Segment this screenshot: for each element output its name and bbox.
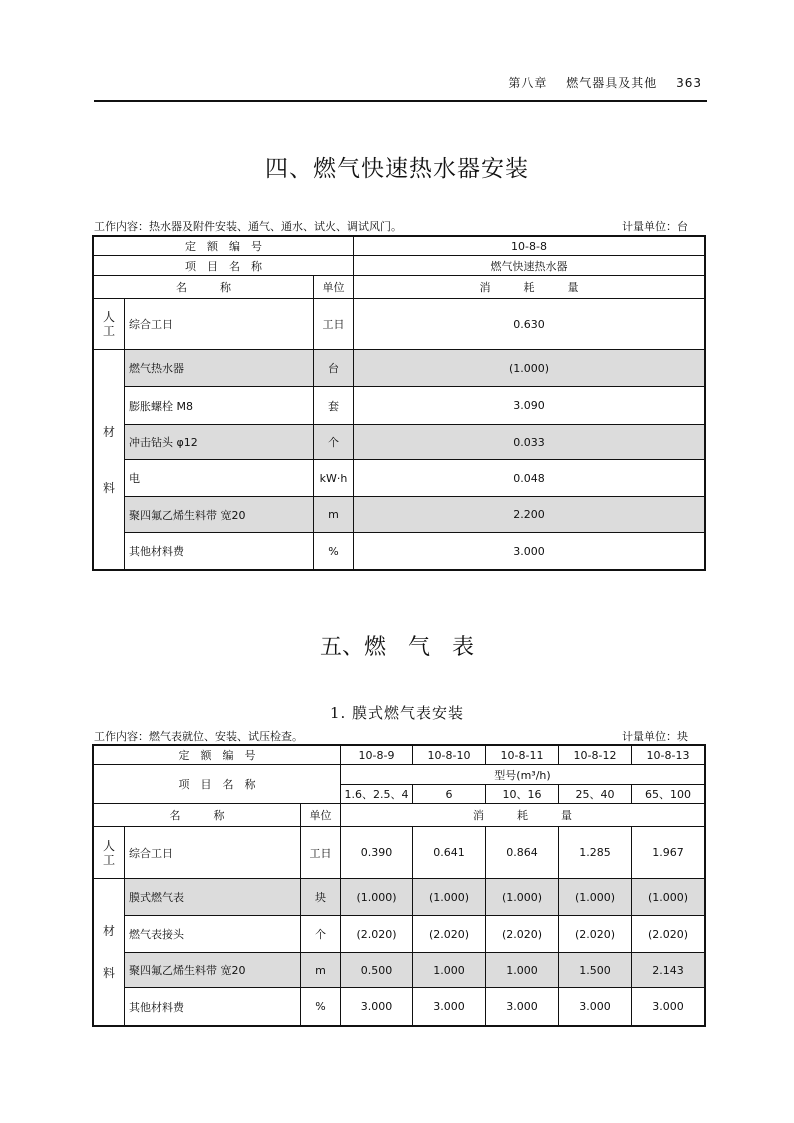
model-value: 10、16 [486,785,559,804]
quota-code: 10-8-13 [632,746,705,765]
col-consumption-header: 消 耗 量 [354,276,705,299]
labor-unit: 工日 [301,827,341,879]
material-unit: kW·h [314,460,354,497]
model-value: 25、40 [559,785,632,804]
table-row [94,916,705,953]
material-value: 0.048 [354,460,705,497]
material-cat-bottom: 料 [102,480,115,495]
material-unit: 套 [314,387,354,425]
material-name: 电 [125,460,314,497]
quota-code: 10-8-9 [341,746,413,765]
quota-code: 10-8-12 [559,746,632,765]
col-name-header: 名 称 [94,804,301,827]
header-rule [94,100,707,102]
section5-work-content: 工作内容：燃气表就位、安装、试压检查。 [94,730,303,743]
col-consumption-header: 消 耗 量 [341,804,705,827]
page-number: 363 [676,76,702,90]
material-name: 燃气表接头 [125,916,301,953]
material-value: (1.000) [486,879,559,916]
labor-cat-top: 人 [102,838,115,853]
material-unit: 台 [314,350,354,387]
labor-cat-top: 人 [102,310,115,324]
material-value: 3.000 [341,988,413,1026]
material-category [94,879,125,1026]
material-unit: m [301,953,341,988]
table-row [94,460,705,497]
labor-name: 综合工日 [125,827,301,879]
table-row [94,497,705,533]
material-unit: 个 [301,916,341,953]
item-label: 项 目 名 称 [94,256,354,276]
material-name: 膜式燃气表 [125,879,301,916]
col-unit-header: 单位 [314,276,354,299]
material-name: 聚四氟乙烯生料带 宽20 [125,497,314,533]
chapter-number: 第八章 [508,76,548,90]
quota-code: 10-8-10 [413,746,486,765]
section4-unit: 计量单位：台 [622,220,688,233]
material-value: 3.000 [632,988,705,1026]
col-unit-header: 单位 [301,804,341,827]
table-row [94,425,705,460]
material-value: 1.000 [486,953,559,988]
material-unit: 个 [314,425,354,460]
model-value: 65、100 [632,785,705,804]
section5-workline [94,728,704,744]
material-value: 1.500 [559,953,632,988]
material-value: 3.090 [354,387,705,425]
labor-cat-bottom: 工 [102,852,115,867]
quota-code: 10-8-11 [486,746,559,765]
section4-work-content: 工作内容：热水器及附件安装、通气、通水、试火、调试风门。 [94,220,402,233]
material-cat-bottom: 料 [102,966,115,980]
section4-table [93,236,705,570]
material-unit: % [314,533,354,570]
material-category [94,350,125,570]
material-value: (1.000) [354,350,705,387]
material-name: 膨胀螺栓 M8 [125,387,314,425]
quota-label: 定 额 编 号 [94,237,354,256]
labor-value: 0.390 [341,827,413,879]
material-name: 冲击钻头 φ12 [125,425,314,460]
material-value: 1.000 [413,953,486,988]
material-value: 3.000 [486,988,559,1026]
material-value: 0.033 [354,425,705,460]
labor-value: 1.967 [632,827,705,879]
material-value: 0.500 [341,953,413,988]
material-name: 聚四氟乙烯生料带 宽20 [125,953,301,988]
material-value: 3.000 [354,533,705,570]
material-value: (1.000) [341,879,413,916]
quota-label: 定 额 编 号 [94,746,341,765]
material-value: (2.020) [559,916,632,953]
material-value: 2.143 [632,953,705,988]
section5-title-part: 气 [407,635,430,660]
section5-subtitle: 1. 膜式燃气表安装 [329,704,465,722]
labor-name: 综合工日 [125,299,314,350]
material-cat-top: 材 [102,424,115,439]
labor-value: 0.630 [354,299,705,350]
labor-value: 1.285 [559,827,632,879]
table-row [94,299,705,350]
chapter-title: 燃气器具及其他 [566,76,658,90]
material-unit: m [314,497,354,533]
col-name-header: 名 称 [94,276,314,299]
labor-cat-bottom: 工 [102,324,115,338]
item-label: 项 目 名 称 [94,765,341,804]
model-label: 型号(m³/h) [341,765,705,785]
section5-title-part: 五、燃 [319,635,386,660]
section5-unit: 计量单位：块 [622,730,688,743]
item-name: 燃气快速热水器 [354,256,705,276]
material-value: (2.020) [341,916,413,953]
section5-table [93,745,705,1026]
material-value: (1.000) [632,879,705,916]
labor-category [94,827,125,879]
material-cat-top: 材 [102,924,115,938]
table-row [94,879,705,916]
material-name: 燃气热水器 [125,350,314,387]
section4-workline [94,218,704,234]
quota-code: 10-8-8 [354,237,705,256]
material-name: 其他材料费 [125,533,314,570]
section5-title-part: 表 [452,635,475,660]
table-row [94,387,705,425]
page-header [494,74,702,91]
material-value: 3.000 [559,988,632,1026]
section5-title [0,630,794,661]
table-row [94,953,705,988]
labor-value: 0.864 [486,827,559,879]
material-name: 其他材料费 [125,988,301,1026]
material-value: (1.000) [559,879,632,916]
section4-title: 四、燃气快速热水器安装 [265,156,529,182]
labor-category [94,299,125,350]
material-unit: % [301,988,341,1026]
model-value: 6 [413,785,486,804]
table-row [94,533,705,570]
labor-unit: 工日 [314,299,354,350]
labor-value: 0.641 [413,827,486,879]
material-value: (2.020) [632,916,705,953]
material-value: 3.000 [413,988,486,1026]
model-value: 1.6、2.5、4 [341,785,413,804]
table-row [94,350,705,387]
table-row [94,827,705,879]
material-value: 2.200 [354,497,705,533]
table-row [94,988,705,1026]
material-value: (2.020) [413,916,486,953]
material-unit: 块 [301,879,341,916]
material-value: (1.000) [413,879,486,916]
material-value: (2.020) [486,916,559,953]
